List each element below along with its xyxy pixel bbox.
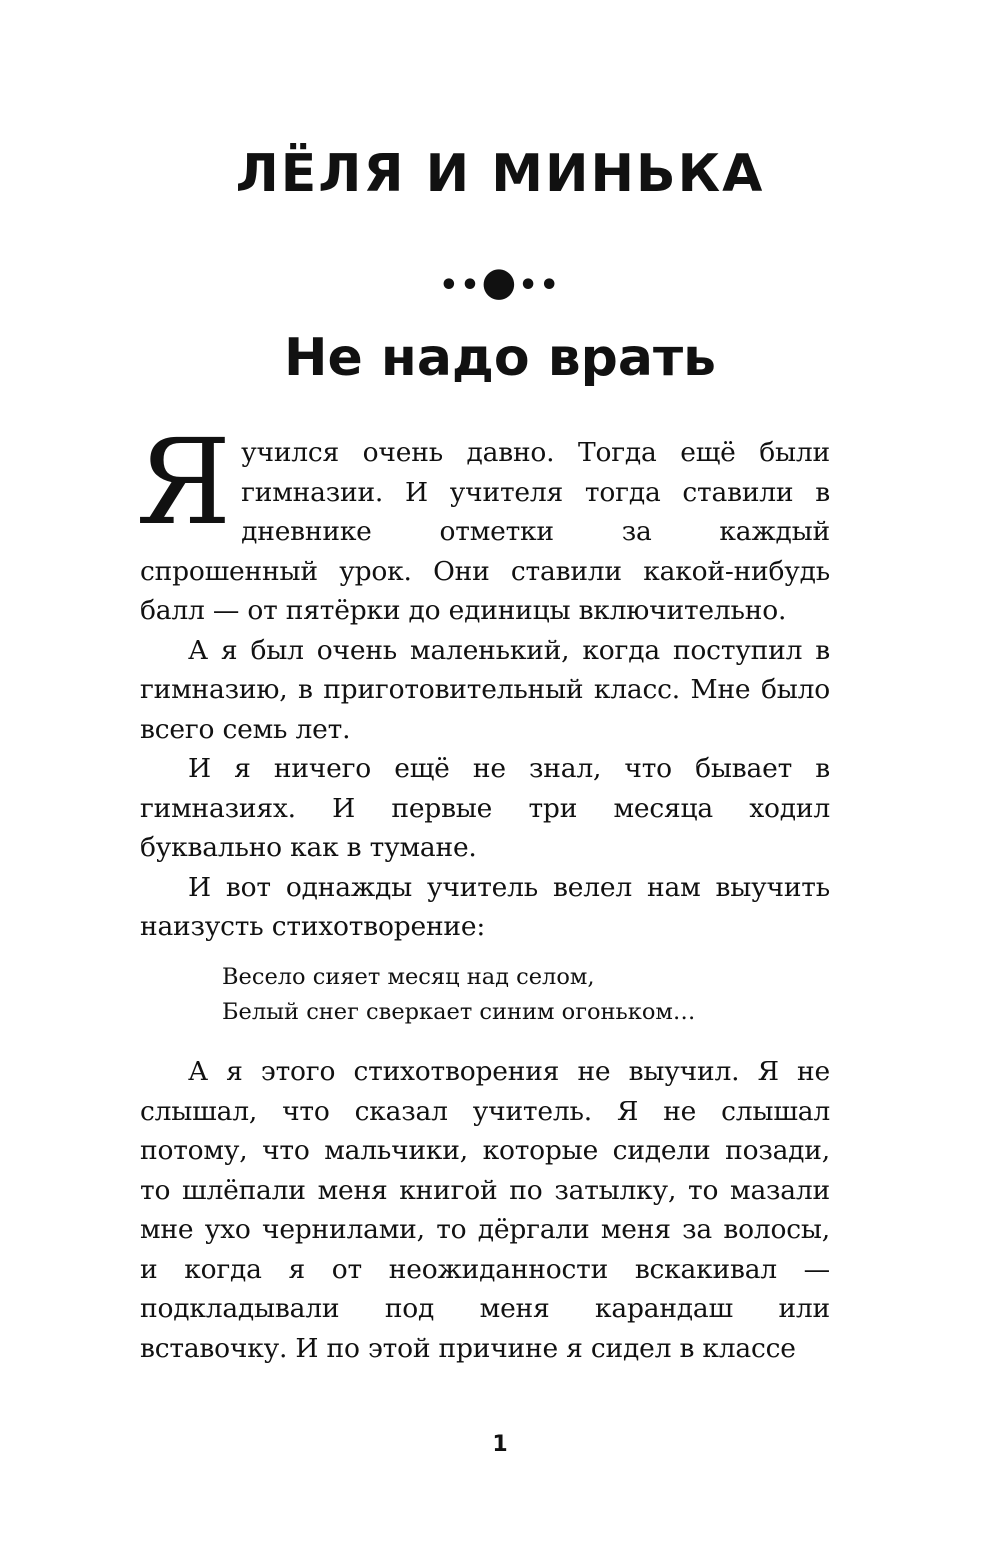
page-number: 1 xyxy=(492,1432,508,1457)
paragraph-text: учился очень давно. Тогда ещё были гимназии. И учителя тогда ставили в дневнике отметки за каждый спрошенный урок. Они ставили какой-нибудь балл — от пятёрки до единицы включительно. xyxy=(140,437,830,626)
ornament-dots-right: •• xyxy=(518,268,561,303)
drop-cap: Я xyxy=(136,413,232,551)
chapter-title: Не надо врать xyxy=(284,328,716,388)
ornament-divider xyxy=(0,259,1000,305)
body-text-top xyxy=(136,413,830,947)
poem-line: Весело сияет месяц над селом, xyxy=(222,964,595,990)
body-text-bottom xyxy=(140,1052,830,1368)
poem-quote xyxy=(222,960,695,1030)
ornament-dots-left: •• xyxy=(439,268,482,303)
ornament-dot-center: ● xyxy=(481,259,519,305)
paragraph: И я ничего ещё не знал, что бывает в гимназиях. И первые три месяца ходил буквально как в тумане. xyxy=(140,753,830,863)
paragraph xyxy=(136,413,830,631)
paragraph: А я был очень маленький, когда поступил в гимназию, в приготовительный класс. Мне было всего семь лет. xyxy=(140,634,830,745)
paragraph: И вот однажды учитель велел нам выучить наизусть стихотворение: xyxy=(140,871,830,942)
paragraph: А я этого стихотворения не выучил. Я не слышал, что сказал учитель. Я не слышал потому, что мальчики, которые сидели позади, то шлёпали меня книгой по затылку, то мазали мне ухо чернилами, то дёргали меня за волосы, и когда я от неожиданности вскакивал — подкладывали под меня карандаш или вставочку. И по этой причине я сидел в классе xyxy=(140,1056,830,1364)
poem-line: Белый снег сверкает синим огоньком… xyxy=(222,999,696,1025)
book-title: ЛЁЛЯ И МИНЬКА xyxy=(235,144,765,204)
